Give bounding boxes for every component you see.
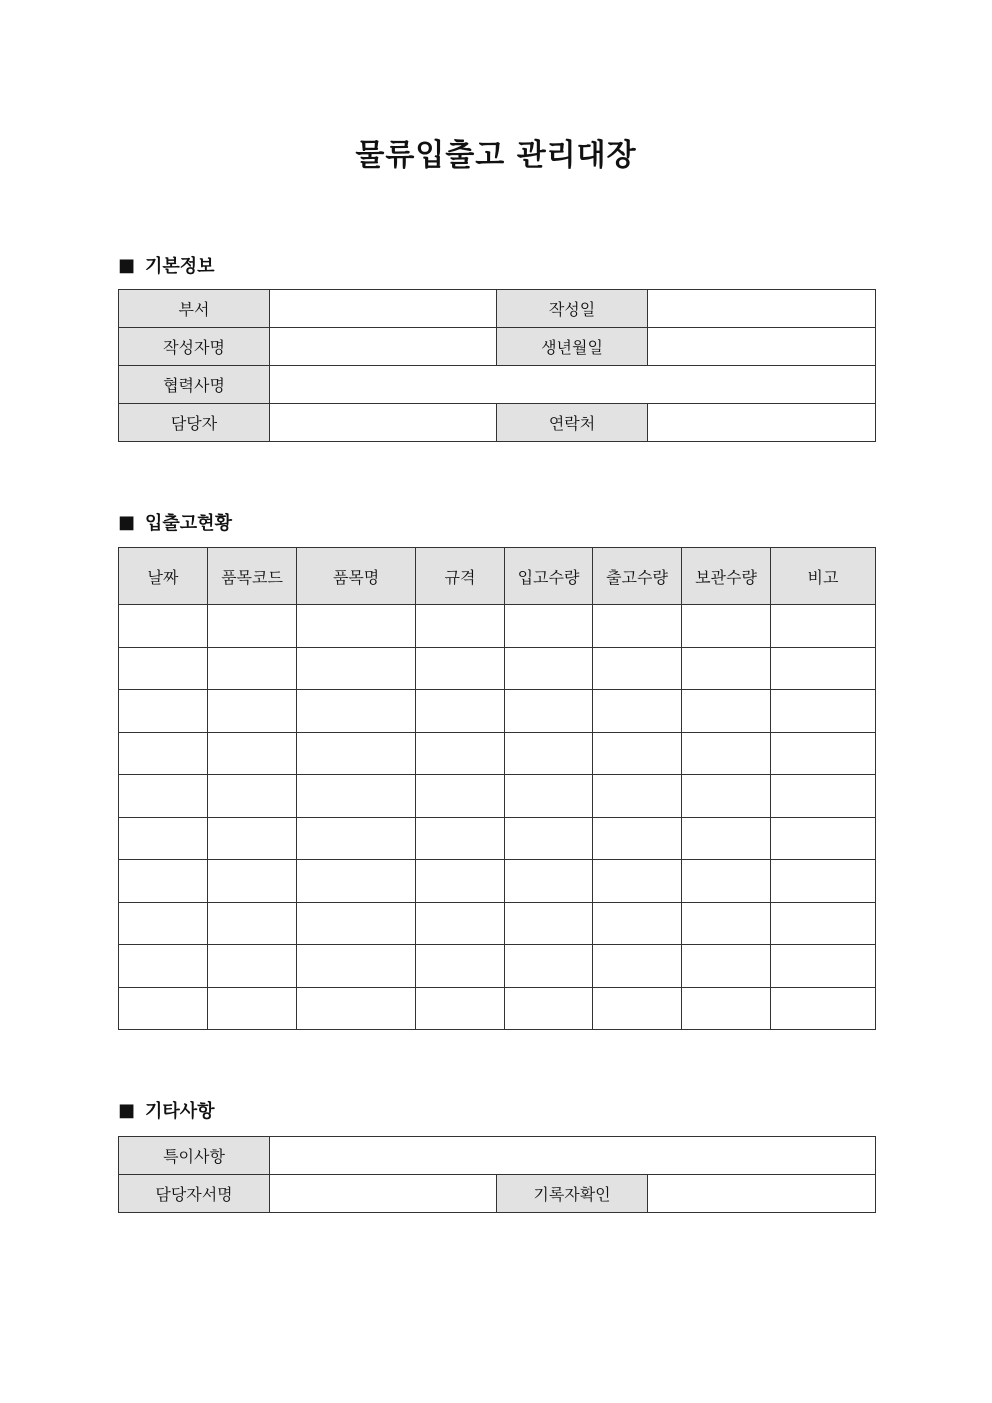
table-cell[interactable]: [682, 732, 771, 775]
table-cell[interactable]: [416, 987, 505, 1030]
table-cell[interactable]: [593, 987, 682, 1030]
column-header-date: 날짜: [119, 548, 208, 605]
table-cell[interactable]: [119, 945, 208, 988]
table-cell[interactable]: [505, 987, 593, 1030]
table-cell[interactable]: [593, 902, 682, 945]
other-info-table: [118, 1136, 876, 1213]
column-header-stock-qty: 보관수량: [682, 548, 771, 605]
square-bullet-icon: ■: [118, 1099, 136, 1121]
table-cell[interactable]: [297, 860, 416, 903]
table-cell[interactable]: [297, 732, 416, 775]
table-cell[interactable]: [208, 945, 297, 988]
table-cell[interactable]: [297, 775, 416, 818]
section-heading-label: 기타사항: [145, 1101, 215, 1122]
table-cell[interactable]: [119, 860, 208, 903]
table-cell[interactable]: [297, 647, 416, 690]
square-bullet-icon: ■: [118, 511, 136, 533]
table-cell[interactable]: [593, 945, 682, 988]
table-header-row: [119, 548, 876, 605]
table-row: [119, 817, 876, 860]
table-cell[interactable]: [593, 605, 682, 648]
author-name-label: 작성자명: [119, 328, 270, 366]
table-cell[interactable]: [593, 732, 682, 775]
table-cell[interactable]: [771, 987, 876, 1030]
table-cell[interactable]: [297, 945, 416, 988]
table-cell[interactable]: [119, 690, 208, 733]
table-cell[interactable]: [593, 647, 682, 690]
table-cell[interactable]: [297, 605, 416, 648]
table-row: [119, 902, 876, 945]
table-cell[interactable]: [505, 817, 593, 860]
table-cell[interactable]: [119, 732, 208, 775]
table-cell[interactable]: [505, 732, 593, 775]
table-cell[interactable]: [682, 860, 771, 903]
column-header-spec: 규격: [416, 548, 505, 605]
table-cell[interactable]: [682, 690, 771, 733]
table-cell[interactable]: [416, 647, 505, 690]
table-cell[interactable]: [505, 647, 593, 690]
table-cell[interactable]: [682, 817, 771, 860]
table-cell[interactable]: [416, 690, 505, 733]
table-cell[interactable]: [208, 775, 297, 818]
table-cell[interactable]: [771, 775, 876, 818]
table-row: [119, 775, 876, 818]
section-heading-label: 입출고현황: [145, 513, 232, 534]
department-label: 부서: [119, 290, 270, 328]
table-cell[interactable]: [505, 902, 593, 945]
recorder-check-label: 기록자확인: [497, 1175, 648, 1213]
table-row: [119, 732, 876, 775]
basic-info-table: [118, 289, 876, 442]
table-cell[interactable]: [682, 987, 771, 1030]
contact-field[interactable]: [648, 404, 876, 442]
table-row: [119, 690, 876, 733]
manager-field[interactable]: [270, 404, 497, 442]
table-cell[interactable]: [119, 775, 208, 818]
date-written-field[interactable]: [648, 290, 876, 328]
author-name-field[interactable]: [270, 328, 497, 366]
section-heading-label: 기본정보: [145, 256, 215, 277]
table-cell[interactable]: [297, 690, 416, 733]
table-cell[interactable]: [593, 860, 682, 903]
table-cell[interactable]: [416, 775, 505, 818]
section-heading-basic: [118, 252, 215, 278]
column-header-remarks: 비고: [771, 548, 876, 605]
page-title: 물류입출고 관리대장: [355, 138, 637, 173]
table-cell[interactable]: [416, 817, 505, 860]
table-cell[interactable]: [682, 647, 771, 690]
table-row: [119, 366, 876, 404]
table-row: [119, 605, 876, 648]
table-cell[interactable]: [208, 817, 297, 860]
table-cell[interactable]: [297, 817, 416, 860]
table-cell[interactable]: [416, 945, 505, 988]
table-cell[interactable]: [119, 987, 208, 1030]
table-cell[interactable]: [208, 902, 297, 945]
table-cell[interactable]: [416, 902, 505, 945]
date-written-label: 작성일: [497, 290, 648, 328]
table-cell[interactable]: [505, 945, 593, 988]
column-header-out-qty: 출고수량: [593, 548, 682, 605]
table-row: [119, 860, 876, 903]
table-cell[interactable]: [416, 732, 505, 775]
recorder-check-field[interactable]: [648, 1175, 876, 1213]
table-cell[interactable]: [416, 605, 505, 648]
special-notes-label: 특이사항: [119, 1137, 270, 1175]
table-row: [119, 987, 876, 1030]
table-row: [119, 1137, 876, 1175]
table-cell[interactable]: [593, 817, 682, 860]
table-cell[interactable]: [208, 860, 297, 903]
column-header-item-code: 품목코드: [208, 548, 297, 605]
table-cell[interactable]: [593, 775, 682, 818]
section-heading-other: [118, 1097, 215, 1123]
table-cell[interactable]: [208, 987, 297, 1030]
table-cell[interactable]: [505, 860, 593, 903]
table-cell[interactable]: [119, 647, 208, 690]
section-heading-inout: [118, 509, 232, 535]
table-cell[interactable]: [208, 647, 297, 690]
table-cell[interactable]: [505, 775, 593, 818]
table-cell[interactable]: [416, 860, 505, 903]
table-cell[interactable]: [505, 690, 593, 733]
table-cell[interactable]: [297, 902, 416, 945]
partner-company-field[interactable]: [270, 366, 876, 404]
table-cell[interactable]: [682, 605, 771, 648]
column-header-item-name: 품목명: [297, 548, 416, 605]
table-cell[interactable]: [771, 605, 876, 648]
birth-date-field[interactable]: [648, 328, 876, 366]
table-cell[interactable]: [771, 690, 876, 733]
table-cell[interactable]: [682, 775, 771, 818]
table-cell[interactable]: [505, 605, 593, 648]
table-cell[interactable]: [593, 690, 682, 733]
birth-date-label: 생년월일: [497, 328, 648, 366]
inout-table-body: [119, 605, 876, 1030]
table-cell[interactable]: [771, 902, 876, 945]
manager-signature-label: 담당자서명: [119, 1175, 270, 1213]
manager-label: 담당자: [119, 404, 270, 442]
table-cell[interactable]: [771, 647, 876, 690]
department-field[interactable]: [270, 290, 497, 328]
manager-signature-field[interactable]: [270, 1175, 497, 1213]
table-cell[interactable]: [682, 902, 771, 945]
table-cell[interactable]: [297, 987, 416, 1030]
partner-company-label: 협력사명: [119, 366, 270, 404]
table-cell[interactable]: [771, 732, 876, 775]
table-cell[interactable]: [771, 860, 876, 903]
table-cell[interactable]: [208, 732, 297, 775]
special-notes-field[interactable]: [270, 1137, 876, 1175]
table-cell[interactable]: [119, 817, 208, 860]
column-header-in-qty: 입고수량: [505, 548, 593, 605]
table-row: [119, 945, 876, 988]
table-row: [119, 647, 876, 690]
table-cell[interactable]: [119, 605, 208, 648]
table-cell[interactable]: [771, 817, 876, 860]
table-cell[interactable]: [682, 945, 771, 988]
table-row: [119, 1175, 876, 1213]
contact-label: 연락처: [497, 404, 648, 442]
table-cell[interactable]: [119, 902, 208, 945]
square-bullet-icon: ■: [118, 254, 136, 276]
inout-status-table: [118, 547, 876, 1030]
table-row: [119, 404, 876, 442]
table-cell[interactable]: [208, 690, 297, 733]
table-row: [119, 290, 876, 328]
table-cell[interactable]: [771, 945, 876, 988]
table-row: [119, 328, 876, 366]
table-cell[interactable]: [208, 605, 297, 648]
